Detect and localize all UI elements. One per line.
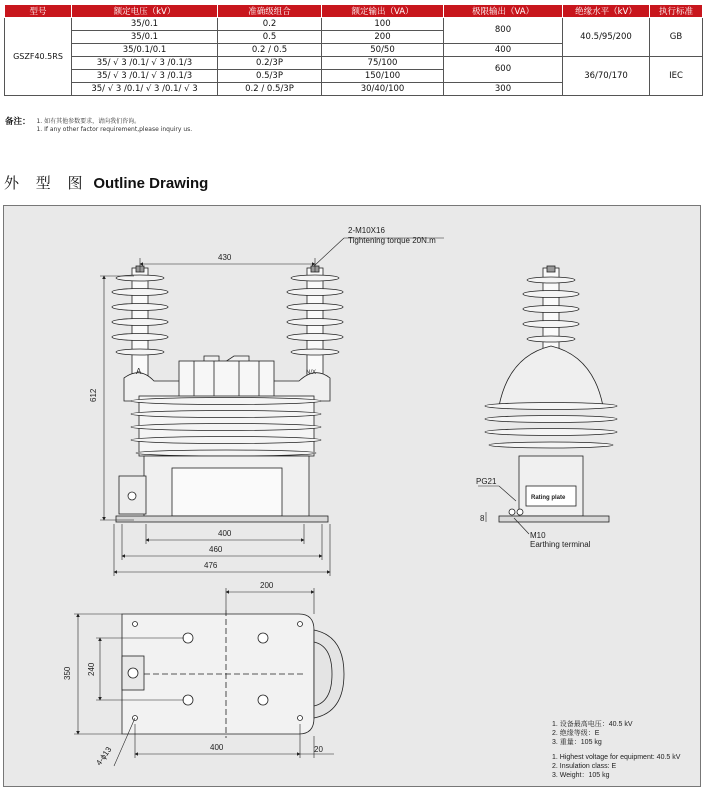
dim-400: 400	[218, 529, 232, 538]
header-voltage: 额定电压（kV）	[72, 5, 218, 18]
note-cn-weight: 3. 重量：105 kg	[552, 739, 602, 746]
header-limit: 极限输出（VA）	[444, 5, 563, 18]
top-view	[122, 610, 344, 738]
output-cell: 50/50	[322, 44, 444, 57]
terminal-n-label: N/X	[306, 370, 317, 376]
output-cell: 150/100	[322, 70, 444, 83]
left-bushing	[112, 266, 168, 378]
outline-drawing	[3, 205, 701, 787]
output-cell: 100	[322, 18, 444, 31]
note-en-voltage: 1. Highest voltage for equipment: 40.5 kV	[552, 754, 681, 761]
dim-460: 460	[209, 545, 223, 554]
header-output: 额定输出（VA）	[322, 5, 444, 18]
accuracy-cell: 0.5	[218, 31, 322, 44]
accuracy-cell: 0.5/3P	[218, 70, 322, 83]
dim-8: 8	[480, 514, 485, 523]
insulation-cell: 36/70/170	[563, 57, 650, 96]
voltage-cell: 35/0.1/0.1	[72, 44, 218, 57]
earthing-terminal-label: Earthing terminal	[530, 540, 591, 549]
output-cell: 75/100	[322, 57, 444, 70]
section-title	[4, 172, 208, 193]
terminal-a-label: A	[136, 367, 142, 376]
accuracy-cell: 0.2 / 0.5	[218, 44, 322, 57]
terminal-note: 2-M10X16	[348, 226, 385, 235]
section-title-cn: 外 型 图	[4, 174, 89, 192]
dim-200: 200	[260, 581, 274, 590]
model-cell: GSZF40.5RS	[5, 18, 72, 96]
dim-612: 612	[89, 388, 98, 402]
pg21-label: PG21	[476, 477, 497, 486]
accuracy-cell: 0.2/3P	[218, 57, 322, 70]
accuracy-cell: 0.2 / 0.5/3P	[218, 83, 322, 96]
output-cell: 200	[322, 31, 444, 44]
limit-cell: 400	[444, 44, 563, 57]
dim-top-400: 400	[210, 743, 224, 752]
table-notes	[5, 118, 192, 134]
side-view	[485, 266, 617, 522]
note-cn-voltage: 1. 设备最高电压：40.5 kV	[552, 721, 633, 728]
front-view	[112, 266, 343, 522]
header-accuracy: 准确级组合	[218, 5, 322, 18]
section-title-en: Outline Drawing	[93, 175, 209, 192]
table-header-row	[5, 5, 703, 18]
standard-cell: IEC	[650, 57, 703, 96]
limit-cell: 600	[444, 57, 563, 83]
output-cell: 30/40/100	[322, 83, 444, 96]
note-en-weight: 3. Weight：105 kg	[552, 772, 610, 779]
notes-label: 备注：	[5, 117, 31, 127]
torque-note: Tightening torque 20N.m	[348, 236, 436, 245]
right-bushing	[287, 266, 343, 378]
note-line-en: 1. If any other factor requirement,please inquiry us.	[36, 126, 193, 133]
limit-cell: 300	[444, 83, 563, 96]
accuracy-cell: 0.2	[218, 18, 322, 31]
header-standard: 执行标准	[650, 5, 703, 18]
voltage-cell: 35/ √ 3 /0.1/ √ 3 /0.1/3	[72, 57, 218, 70]
voltage-cell: 35/ √ 3 /0.1/ √ 3 /0.1/3	[72, 70, 218, 83]
spec-table	[4, 4, 703, 96]
dim-430: 430	[218, 253, 232, 262]
dim-240: 240	[87, 662, 96, 676]
standard-cell: GB	[650, 18, 703, 57]
note-line-cn: 1. 如有其他参数要求，请向我们咨询。	[36, 118, 141, 125]
voltage-cell: 35/ √ 3 /0.1/ √ 3 /0.1/ √ 3	[72, 83, 218, 96]
outline-drawing-svg	[4, 206, 702, 788]
dim-20: 20	[314, 745, 323, 754]
dim-350: 350	[63, 666, 72, 680]
header-insulation: 绝缘水平（kV）	[563, 5, 650, 18]
note-en-insulation: 2. Insulation class: E	[552, 763, 617, 770]
notes-lines	[36, 118, 192, 134]
limit-cell: 800	[444, 18, 563, 44]
voltage-cell: 35/0.1	[72, 31, 218, 44]
voltage-cell: 35/0.1	[72, 18, 218, 31]
earth-bolt-label: M10	[530, 531, 546, 540]
header-model: 型号	[5, 5, 72, 18]
insulation-cell: 40.5/95/200	[563, 18, 650, 57]
table-row	[5, 57, 703, 70]
equipment-notes	[552, 720, 680, 780]
rating-plate-label: Rating plate	[531, 495, 566, 501]
holes-label: 4-ϕ13	[94, 745, 114, 768]
dim-476: 476	[204, 561, 218, 570]
note-cn-insulation: 2. 绝缘等级：E	[552, 730, 600, 737]
table-row	[5, 18, 703, 31]
